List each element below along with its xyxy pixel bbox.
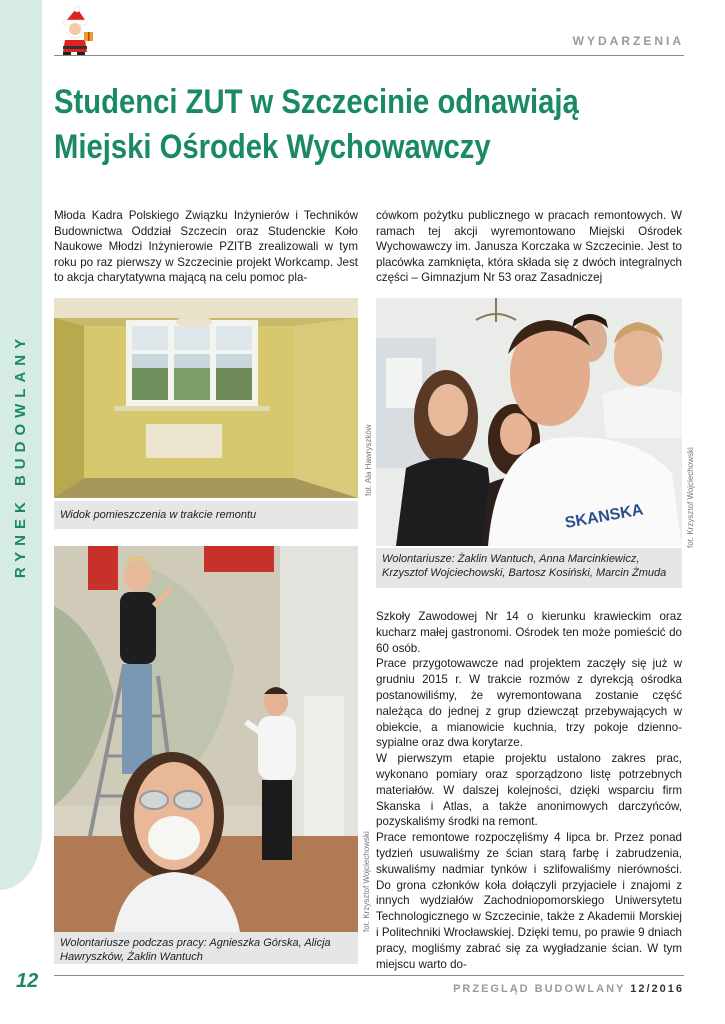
room-photo (54, 298, 358, 498)
title-line-2: Miejski Ośrodek Wychowawczy (54, 128, 491, 166)
page-number: 12 (16, 970, 39, 992)
work-photo (54, 546, 358, 932)
santa-icon (53, 6, 95, 56)
issue-number: 12/2016 (630, 983, 684, 995)
body-paragraph: Prace przygotowawcze nad projektem zaczęły się już w grudniu 2015 r. W trakcie rozmów z dyrekcją ośrodka postanowiliśmy, że wyremontowana zostanie część należąca do jednej z grup dziewcząt przebywających w obiekcie, a mianowicie kuchnia, trzy pokoje dzienno-sypialne oraz dwa korytarze. (376, 657, 682, 750)
article-title (54, 80, 604, 170)
article-col1-intro: Młoda Kadra Polskiego Związku Inżynierów i Techników Budownictwa Oddział Szczecin oraz Studenckie Koło Naukowe Młodzi Inżynierowie PZITB zrealizowali w tym roku po raz pierwszy w Szczecinie projekt Workcamp. Jest to akcja charytatywna mającą na celu pomoc pla- (54, 209, 358, 285)
footer-rule (54, 975, 684, 976)
footer-magazine (453, 983, 684, 995)
group-photo-caption: Wolontariusze: Żaklin Wantuch, Anna Marcinkiewicz, Krzysztof Wojciechowski, Bartosz Kosiński, Marcin Żmuda (376, 548, 682, 588)
section-title: WYDARZENIA (572, 34, 684, 48)
article-col2-intro: cówkom pożytku publicznego w pracach remontowych. W ramach tej akcji wyremontowano Miejski Ośrodek Wychowawczy im. Janusza Korczaka w Szczecinie. Jest to placówka zamknięta, która składa się z dwóch integralnych części – Gimnazjum Nr 53 oraz Zasadniczej (376, 209, 682, 285)
magazine-name: PRZEGLĄD BUDOWLANY (453, 983, 626, 995)
work-photo-caption: Wolontariusze podczas pracy: Agnieszka Górska, Alicja Hawryszków, Żaklin Wantuch (54, 932, 358, 964)
group-photo (376, 298, 682, 546)
body-paragraph: W pierwszym etapie projektu ustalono zakres prac, wykonano pomiary oraz sporządzono listę potrzebnych materiałów. W dalszej kolejności, dzięki wsparciu firm Skanska i Atlas, a także anonimowych darczyńców, pozyskaliśmy środki na remont. (376, 752, 682, 829)
work-photo-credit: fot. Krzysztof Wojciechowski (362, 831, 371, 932)
title-line-1: Studenci ZUT w Szczecinie odnawiają (54, 83, 579, 121)
body-paragraph: Szkoły Zawodowej Nr 14 o kierunku krawieckim oraz kucharz małej gastronomi. Ośrodek ten może pomieścić do 60 osób. (376, 610, 682, 655)
shirt-logo-text: SKANSKA (563, 501, 645, 532)
header-rule (54, 55, 684, 56)
group-photo-credit: fot. Krzysztof Wojciechowski (686, 447, 695, 548)
room-photo-credit: fot. Ala Hawryszków (364, 424, 373, 496)
body-paragraph: Prace remontowe rozpoczęliśmy 4 lipca br. Przez ponad tydzień usuwaliśmy ze ścian starą farbę i zabrudzenia, skuwaliśmy nadmiar tynków i szlifowaliśmy nierówności. Do grona członków koła dołączyli przyjaciele i znajomi z innych wydziałów Zachodniopomorskiego Uniwersytetu Technologicznego w Szczecinie, także z Akademii Morskiej i Politechniki Wrocławskiej. Dzięki temu, po prawie 9 dniach pracy, mogliśmy zabrać się za wygładzanie ścian. W tym miejscu warto do- (376, 831, 682, 971)
article-col2-body (376, 609, 682, 972)
sidebar-label: RYNEK BUDOWLANY (12, 332, 30, 578)
room-photo-caption: Widok pomieszczenia w trakcie remontu (54, 501, 358, 529)
